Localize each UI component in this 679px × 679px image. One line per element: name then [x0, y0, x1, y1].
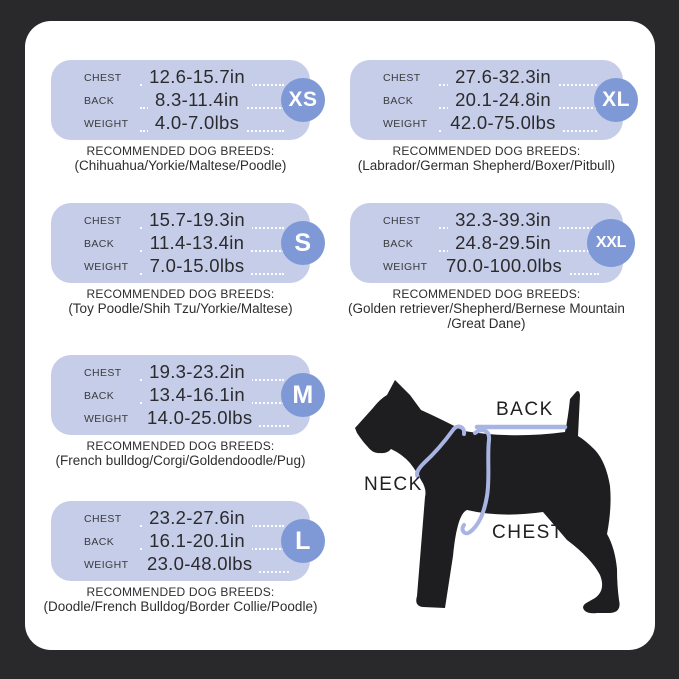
weight-label: WEIGHT: [383, 261, 428, 273]
back-row: [84, 384, 284, 405]
chest-row: [383, 209, 597, 230]
chest-row: [383, 66, 597, 87]
back-label: BACK: [84, 390, 115, 402]
dotted-leader: [439, 66, 597, 87]
weight-label: WEIGHT: [383, 118, 428, 130]
recommended-heading: RECOMMENDED DOG BREEDS:: [86, 144, 275, 158]
chest-label: CHEST: [84, 215, 122, 227]
chest-value: 32.3-39.3in: [448, 210, 558, 230]
breeds-line: (Golden retriever/Shepherd/Bernese Mountain: [348, 301, 625, 316]
weight-label: WEIGHT: [84, 559, 129, 571]
dotted-leader: [140, 530, 284, 551]
weight-row: [84, 112, 284, 133]
chest-value: 15.7-19.3in: [142, 210, 252, 230]
dotted-leader: [140, 112, 284, 133]
chest-row: [84, 66, 284, 87]
weight-value: 70.0-100.0lbs: [439, 256, 569, 276]
back-measure-label: BACK: [496, 399, 554, 420]
measurement-panel: [51, 60, 318, 140]
back-label: BACK: [383, 95, 414, 107]
chest-row: [84, 507, 284, 528]
back-row: [383, 89, 597, 110]
weight-label: WEIGHT: [84, 413, 129, 425]
weight-value: 23.0-48.0lbs: [140, 554, 259, 574]
chest-row: [84, 361, 284, 382]
dotted-leader: [140, 255, 284, 276]
back-value: 8.3-11.4in: [148, 90, 246, 110]
chest-label: CHEST: [383, 72, 421, 84]
breeds-caption: [29, 287, 332, 316]
back-value: 11.4-13.4in: [143, 233, 252, 253]
weight-label: WEIGHT: [84, 118, 129, 130]
size-panel-xs: [51, 60, 318, 173]
weight-row: [383, 112, 597, 133]
dog-measurement-diagram: [343, 366, 633, 618]
dotted-leader: [140, 89, 284, 110]
back-row: [84, 530, 284, 551]
breeds-caption: [29, 144, 332, 173]
measurement-panel: [51, 355, 314, 435]
dotted-leader: [439, 89, 597, 110]
measurement-panel: [350, 60, 630, 140]
size-badge-m: M: [281, 373, 325, 417]
dotted-leader: [140, 407, 289, 428]
measurement-panel: [350, 203, 627, 283]
back-label: BACK: [383, 238, 414, 250]
breeds-line: (Labrador/German Shepherd/Boxer/Pitbull): [357, 158, 616, 173]
chest-label: CHEST: [383, 215, 421, 227]
back-value: 20.1-24.8in: [448, 90, 558, 110]
chest-measure-label: CHEST: [492, 522, 564, 543]
breeds-line: (French bulldog/Corgi/Goldendoodle/Pug): [55, 453, 306, 468]
breeds-line: (Chihuahua/Yorkie/Maltese/Poodle): [74, 158, 287, 173]
back-value: 13.4-16.1in: [142, 385, 252, 405]
dotted-leader: [140, 384, 284, 405]
measurement-panel: [51, 203, 310, 283]
chest-label: CHEST: [84, 72, 122, 84]
measurement-panel: [51, 501, 310, 581]
breeds-line: (Doodle/French Bulldog/Border Collie/Poodle): [43, 599, 318, 614]
chest-value: 19.3-23.2in: [142, 362, 252, 382]
breeds-line: (Toy Poodle/Shih Tzu/Yorkie/Maltese): [68, 301, 293, 316]
chest-value: 27.6-32.3in: [448, 67, 558, 87]
weight-row: [84, 553, 284, 574]
breeds-caption: [29, 439, 332, 468]
dotted-leader: [140, 361, 284, 382]
breeds-caption: [328, 144, 645, 173]
dotted-leader: [140, 553, 289, 574]
dotted-leader: [439, 232, 597, 253]
weight-value: 42.0-75.0lbs: [443, 113, 562, 133]
size-badge-xl: XL: [594, 78, 638, 122]
chest-row: [84, 209, 284, 230]
back-value: 16.1-20.1in: [142, 531, 252, 551]
dotted-leader: [439, 112, 597, 133]
size-panel-s: [51, 203, 312, 316]
dotted-leader: [140, 507, 284, 528]
back-label: BACK: [84, 238, 115, 250]
recommended-heading: RECOMMENDED DOG BREEDS:: [86, 439, 275, 453]
weight-value: 4.0-7.0lbs: [148, 113, 246, 133]
dotted-leader: [140, 209, 284, 230]
size-badge-s: S: [281, 221, 325, 265]
dotted-leader: [439, 255, 599, 276]
weight-label: WEIGHT: [84, 261, 129, 273]
weight-value: 14.0-25.0lbs: [140, 408, 259, 428]
chest-value: 12.6-15.7in: [142, 67, 252, 87]
weight-row: [84, 407, 284, 428]
recommended-heading: RECOMMENDED DOG BREEDS:: [86, 585, 275, 599]
back-label: BACK: [84, 536, 115, 548]
breeds-caption: [29, 585, 332, 614]
size-badge-l: L: [281, 519, 325, 563]
dotted-leader: [140, 66, 284, 87]
recommended-heading: RECOMMENDED DOG BREEDS:: [392, 144, 581, 158]
size-panel-xl: [350, 60, 630, 173]
recommended-heading: RECOMMENDED DOG BREEDS:: [86, 287, 275, 301]
dotted-leader: [140, 232, 284, 253]
recommended-heading: RECOMMENDED DOG BREEDS:: [392, 287, 581, 301]
size-badge-xs: XS: [281, 78, 325, 122]
back-value: 24.8-29.5in: [448, 233, 558, 253]
chest-value: 23.2-27.6in: [142, 508, 252, 528]
breeds-line: /Great Dane): [447, 316, 526, 331]
chest-label: CHEST: [84, 367, 122, 379]
size-panel-xxl: [348, 203, 627, 331]
weight-value: 7.0-15.0lbs: [143, 256, 252, 276]
chest-label: CHEST: [84, 513, 122, 525]
weight-row: [84, 255, 284, 276]
back-row: [84, 89, 284, 110]
size-panel-m: [51, 355, 314, 468]
back-row: [383, 232, 597, 253]
size-panel-l: [43, 501, 318, 614]
back-label: BACK: [84, 95, 115, 107]
dotted-leader: [439, 209, 597, 230]
back-row: [84, 232, 284, 253]
size-badge-xxl: XXL: [587, 219, 635, 267]
breeds-caption: [328, 287, 645, 331]
weight-row: [383, 255, 597, 276]
neck-measure-label: NECK: [364, 474, 423, 495]
